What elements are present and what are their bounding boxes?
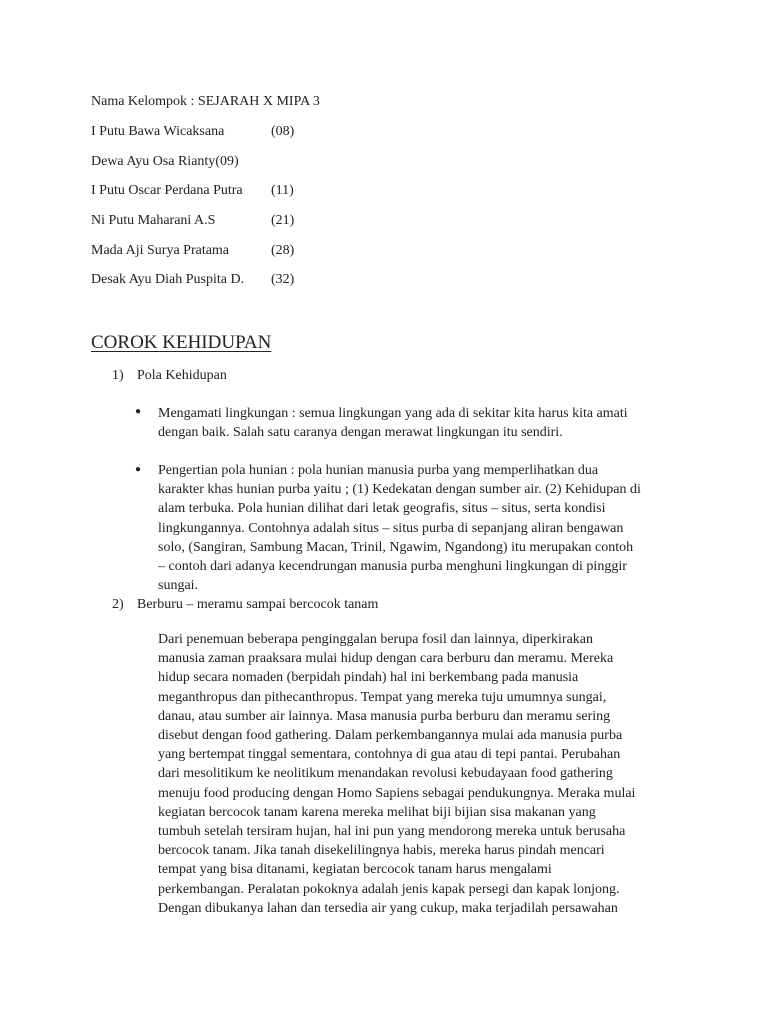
paragraph-line: hidup secara nomaden (berpidah pindah) hal ini berkembang pada manusia [158,670,579,686]
paragraph-line: Pengertian pola hunian : pola hunian manusia purba yang memperlihatkan dua [158,463,599,478]
member-row [91,241,295,261]
paragraph-line: disebut dengan food gathering. Dalam perkembangannya mulai ada manusia purba [158,728,623,744]
paragraph-line: – contoh dari adanya kecendrungan manusia purba menghuni lingkungan di pinggir [158,559,627,575]
member-number: (32) [271,272,295,287]
bullet-icon: ● [135,464,142,475]
member-name: I Putu Oscar Perdana Putra [91,183,243,198]
member-name: Mada Aji Surya Pratama [91,243,230,258]
paragraph-line: dari mesolitikum ke neolitikum menandakan revolusi kebudayaan food gathering [158,766,613,782]
paragraph-line: danau, atau sumber air lainnya. Masa manusia purba berburu dan meramu sering [158,708,611,724]
member-name: I Putu Bawa Wicaksana [91,124,225,139]
bullet-paragraph [158,404,688,442]
member-name: Ni Putu Maharani A.S [91,213,216,228]
paragraph-line: solo, (Sangiran, Sambung Macan, Trinil, Ngawim, Ngandong) itu merupakan contoh [158,539,634,555]
member-number: (11) [271,183,294,198]
paragraph-line: Mengamati lingkungan : semua lingkungan yang ada di sekitar kita harus kita amati [158,406,628,421]
list-label: Berburu – meramu sampai bercocok tanam [137,597,379,612]
list-number: 2) [112,597,124,612]
paragraph-line: tumbuh setelah tersiram hujan, hal ini pun yang mendorong mereka untuk berusaha [158,824,626,840]
paragraph-line: dengan baik. Salah satu caranya dengan merawat lingkungan itu sendiri. [158,425,563,441]
paragraph-line: manusia zaman praaksara mulai hidup dengan cara berburu dan meramu. Mereka [158,651,614,667]
group-title: Nama Kelompok : SEJARAH X MIPA 3 [91,94,320,109]
member-number: (09) [215,154,239,169]
paragraph-line: alam terbuka. Pola hunian dilihat dari letak geografis, situs – situs, serta kondisi [158,501,606,517]
paragraph-line: Dengan dibukanya lahan dan tersedia air yang cukup, maka terjadilah persawahan [158,900,618,916]
paragraph-line: sungai. [158,578,199,594]
member-row [91,152,239,172]
member-row [91,181,294,201]
paragraph-line: Dari penemuan beberapa penginggalan berupa fosil dan lainnya, diperkirakan [158,632,593,647]
member-name: Dewa Ayu Osa Rianty [91,154,216,169]
member-number: (21) [271,213,295,228]
member-number: (08) [271,124,295,139]
paragraph-line: tempat yang bisa ditanami, kegiatan bercocok tanam harus mengalami [158,862,552,878]
paragraph-line: kegiatan bercocok tanam karena mereka melihat biji bijian sisa makanan yang [158,804,596,820]
body-paragraph [158,630,688,918]
list-number: 1) [112,368,124,383]
paragraph-line: bercocok tanam. Jika tanah disekelilingnya habis, mereka harus pindah mencari [158,843,605,859]
member-name: Desak Ayu Diah Puspita D. [91,272,245,287]
paragraph-line: karakter khas hunian purba yaitu ; (1) Kedekatan dengan sumber air. (2) Kehidupan di [158,482,641,498]
paragraph-line: yang bertempat tinggal sementara, contohnya di gua atau di tepi pantai. Perubahan [158,747,621,763]
paragraph-line: perkembangan. Peralatan pokoknya adalah jenis kapak persegi dan kapak lonjong. [158,881,620,897]
member-number: (28) [271,243,295,258]
list-label: Pola Kehidupan [137,368,227,383]
paragraph-line: meganthropus dan pithecanthropus. Tempat yang mereka tuju umumnya sungai, [158,689,607,705]
paragraph-line: lingkungannya. Contohnya adalah situs – situs purba di sepanjang aliran bengawan [158,520,624,536]
member-row [91,122,295,142]
member-row [91,270,295,290]
paragraph-line: menuju food producing dengan Homo Sapiens sebagai pendukungnya. Meraka mulai [158,785,636,801]
bullet-paragraph [158,461,688,595]
member-row [91,211,295,231]
bullet-icon: ● [135,406,142,417]
section-heading: COROK KEHIDUPAN [91,332,272,353]
